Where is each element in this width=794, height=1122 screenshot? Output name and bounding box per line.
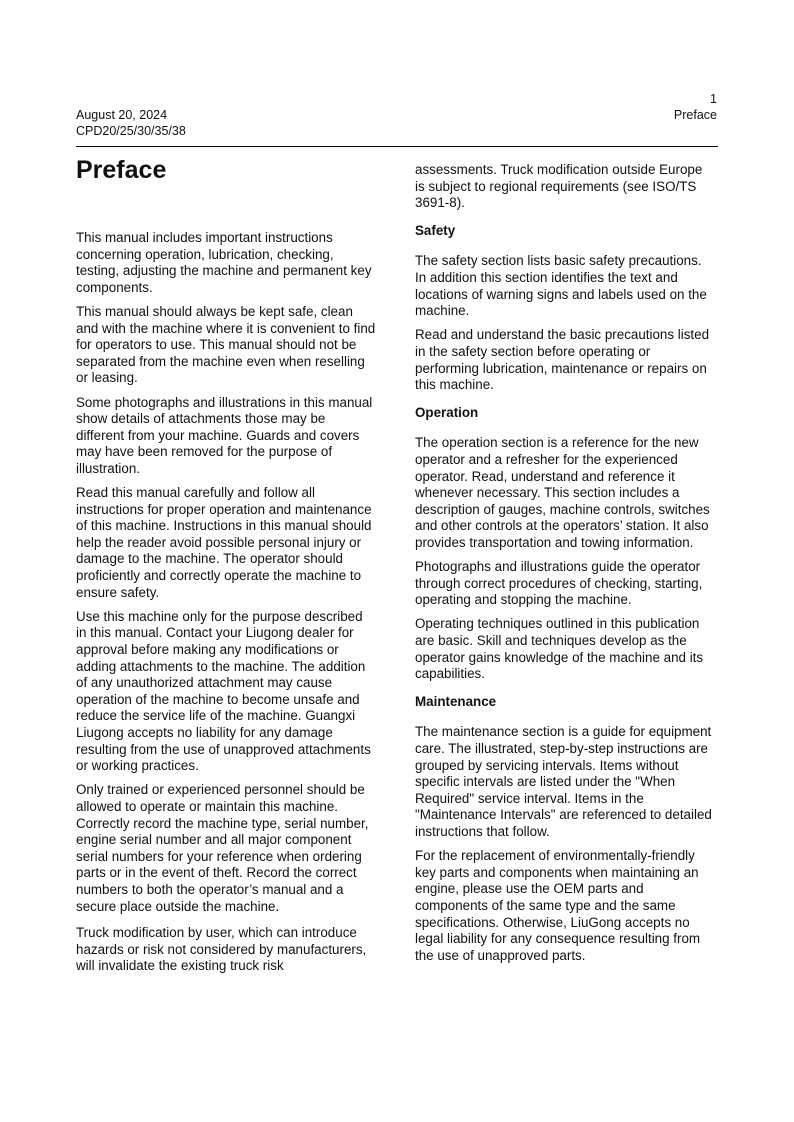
paragraph: Only trained or experienced personnel should be allowed to operate or maintain this machine. Correctly record the machine type, serial number, engine serial number and all major component serial numbers for your reference when ordering parts or in the event of theft. Record the correct numbers to both the operator’s manual and a secure place outside the machine. (76, 782, 369, 914)
paragraph: assessments. Truck modification outside Europe is subject to regional requirements (see ISO/TS 3691-8). (415, 162, 703, 211)
maintenance-heading: Maintenance (415, 693, 497, 709)
page-title: Preface (76, 156, 167, 184)
header-date: August 20, 2024 (76, 108, 168, 122)
page-header-right (674, 91, 717, 123)
paragraph: Some photographs and illustrations in this manual show details of attachments those may be different from your machine. Guards and covers may have been removed for the purpose of illustration. (76, 394, 373, 476)
safety-heading: Safety (415, 222, 456, 238)
paragraph: Truck modification by user, which can introduce hazards or risk not considered by manufacturers, will invalidate the existing truck risk (76, 925, 367, 974)
left-column (76, 154, 376, 983)
paragraph: Operating techniques outlined in this publication are basic. Skill and techniques develop as the operator gains knowledge of the machine and its capabilities. (415, 616, 704, 682)
header-section: Preface (673, 108, 717, 122)
paragraph: This manual includes important instructions concerning operation, lubrication, checking, testing, adjusting the machine and permanent key components. (76, 230, 372, 295)
paragraph: The operation section is a reference for the new operator and a refresher for the experienced operator. Read, understand and reference it whenever necessary. This section includes a description of gauges, machine controls, switches and other controls at the operators’ station. It also provides transportation and towing information. (415, 435, 710, 550)
paragraph: For the replacement of environmentally-friendly key parts and components when maintaining an engine, please use the OEM parts and components of the same type and the same specifications. Otherwise, LiuGong accepts no legal liability for any consequence resulting from the use of unapproved parts. (415, 848, 701, 963)
paragraph: Photographs and illustrations guide the operator through correct procedures of checking, starting, operating and stopping the machine. (415, 559, 703, 608)
right-column (415, 162, 715, 972)
paragraph: This manual should always be kept safe, clean and with the machine where it is convenient to find for operators to use. This manual should not be separated from the machine even when reselling or leasing. (76, 303, 376, 386)
paragraph: Read and understand the basic precautions listed in the safety section before operating or performing lubrication, maintenance or repairs on this machine. (415, 327, 710, 393)
operation-heading: Operation (415, 404, 479, 420)
page-header-left (76, 107, 186, 139)
paragraph: Read this manual carefully and follow all instructions for proper operation and maintenance of this machine. Instructions in this manual should help the reader avoid possible personal injury or damage to the machine. The operator should proficiently and correctly operate the machine to ensure safety. (76, 485, 372, 600)
paragraph: The maintenance section is a guide for equipment care. The illustrated, step-by-step instructions are grouped by servicing intervals. Items without specific intervals are listed under the "When Required" service interval. Items in the "Maintenance Intervals" are referenced to detailed instructions that follow. (415, 724, 712, 839)
paragraph: The safety section lists basic safety precautions. In addition this section identifies the text and locations of warning signs and labels used on the machine. (415, 253, 707, 319)
header-divider (76, 146, 718, 147)
header-model: CPD20/25/30/35/38 (76, 124, 186, 138)
paragraph: Use this machine only for the purpose described in this manual. Contact your Liugong dealer for approval before making any modifications or adding attachments to the machine. The addition of any unauthorized attachment may cause operation of the machine to become unsafe and reduce the service life of the machine. Guangxi Liugong accepts no liability for any damage resulting from the use of unapproved attachments or working practices. (76, 608, 371, 774)
page-number: 1 (710, 92, 717, 106)
